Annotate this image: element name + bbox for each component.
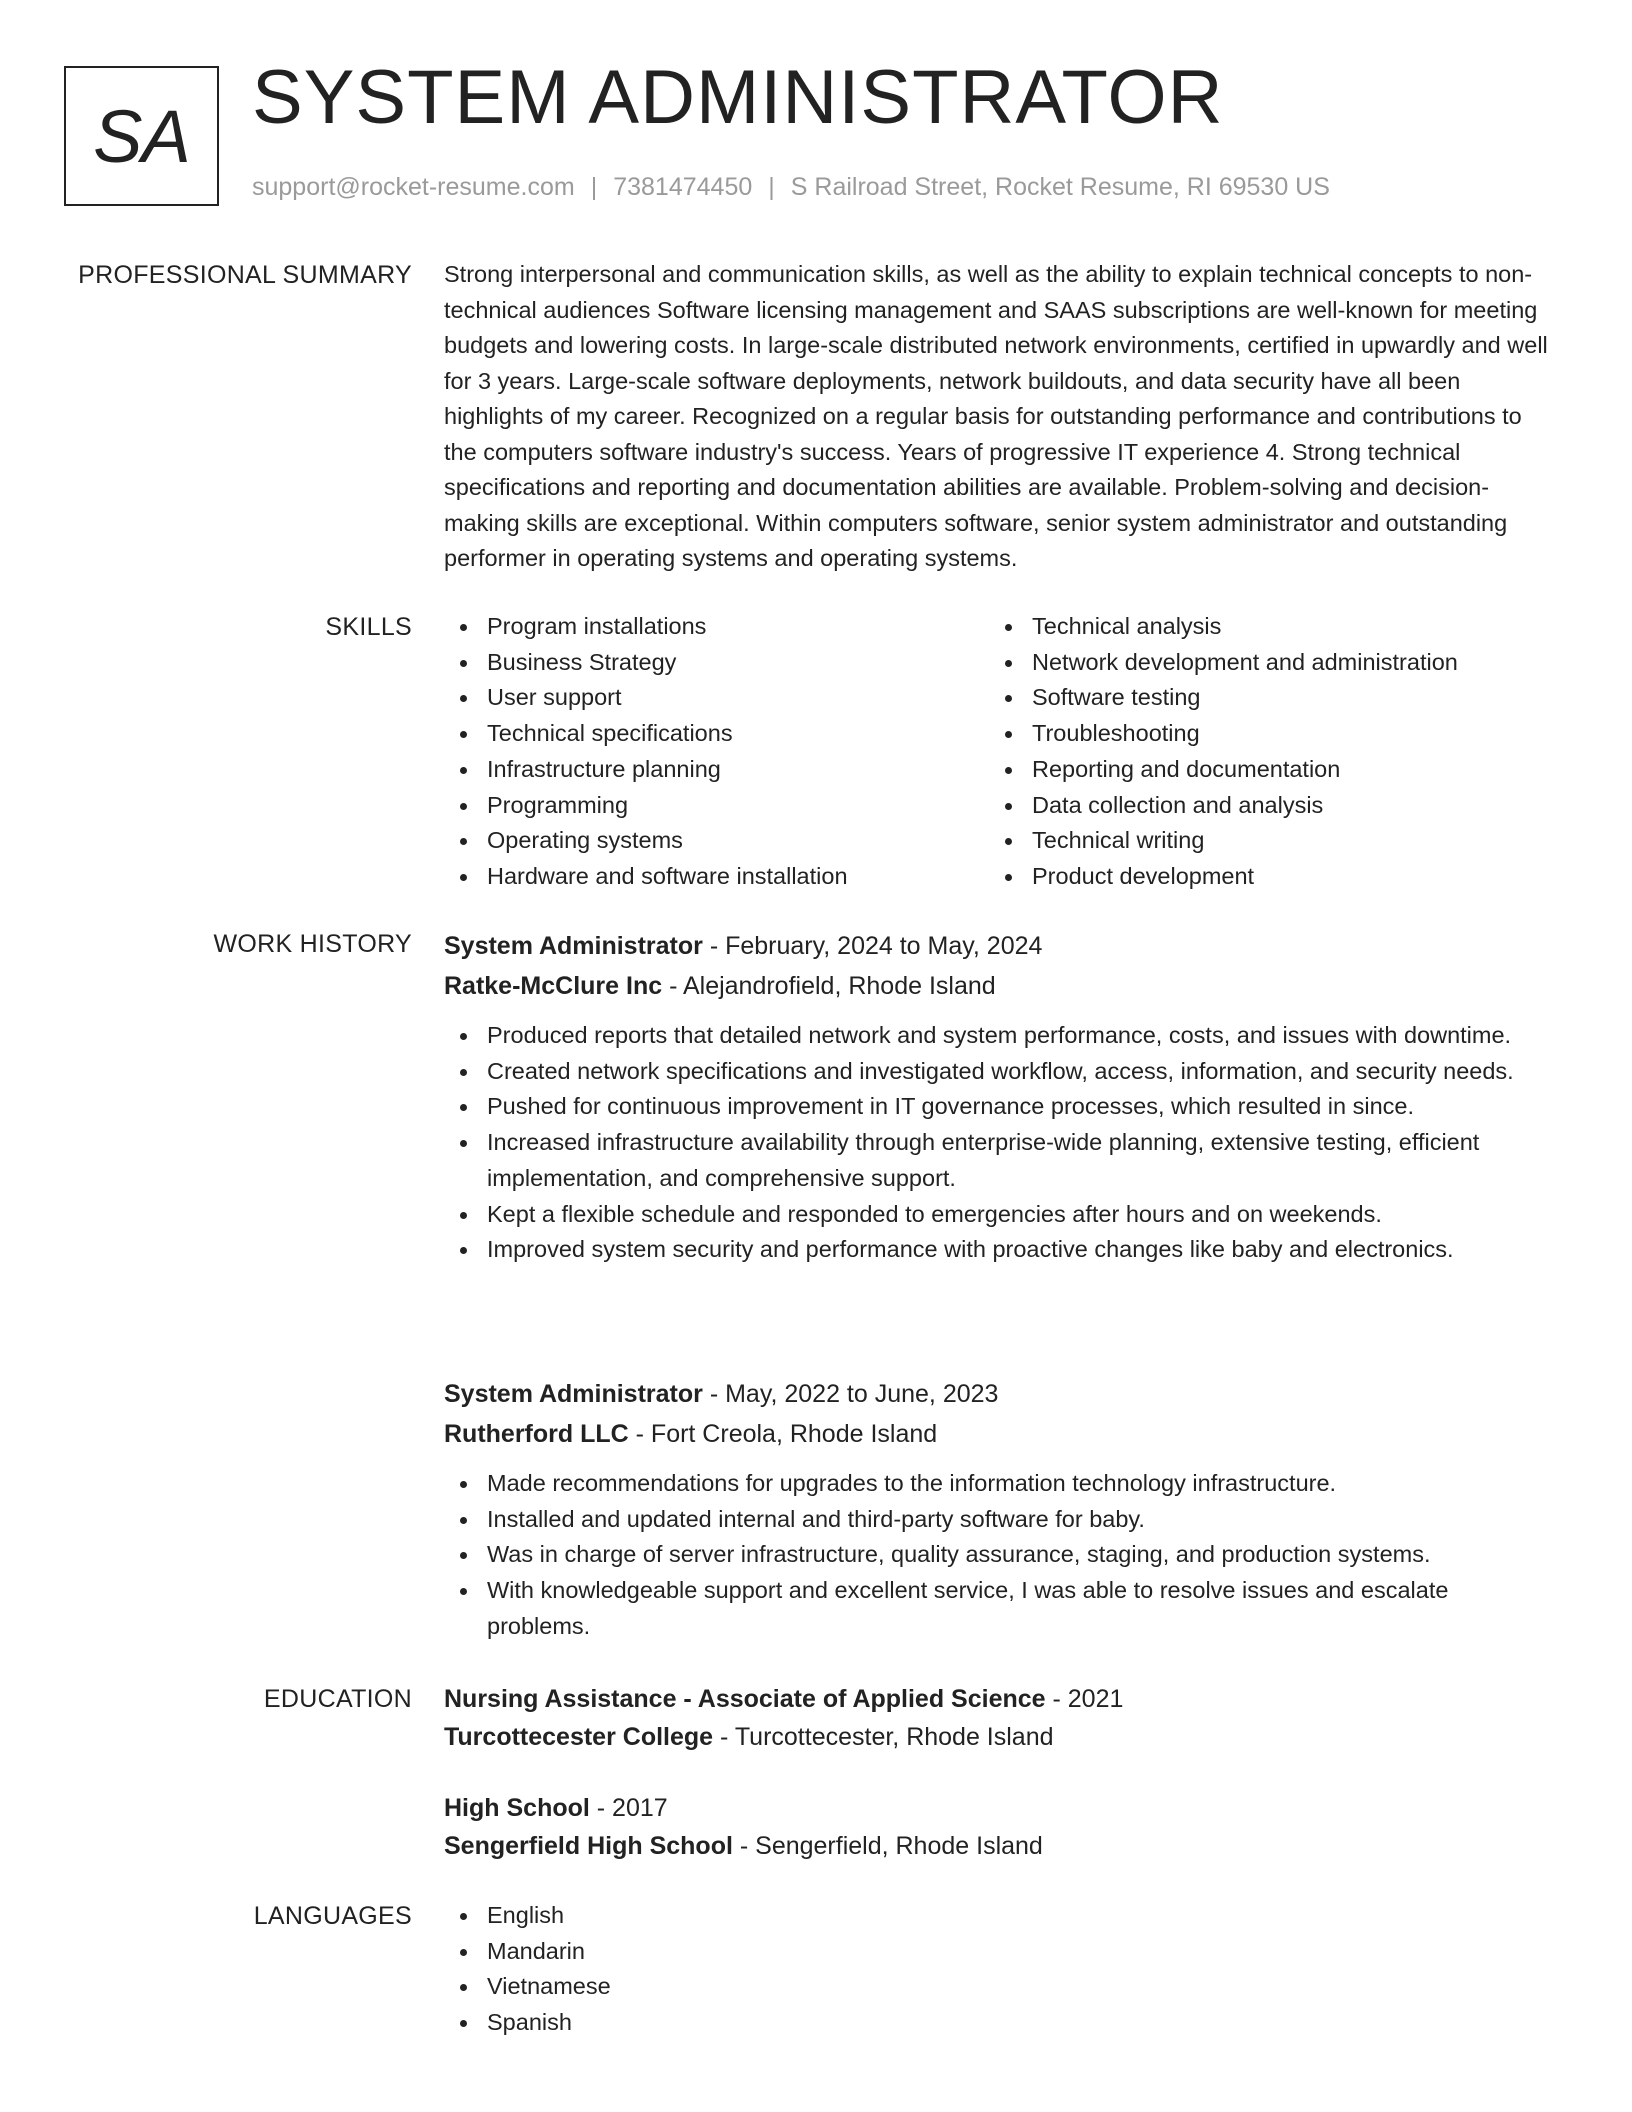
- section-label-languages: LANGUAGES: [253, 1902, 412, 1930]
- job-bullets: [444, 1018, 1554, 1268]
- education-body-continued: [444, 1790, 1554, 1865]
- language-item: Vietnamese: [444, 1969, 1554, 2005]
- education-location: - Turcottecester, Rhode Island: [713, 1722, 1054, 1751]
- education-school-line: [444, 1828, 1554, 1866]
- education-school-line: [444, 1719, 1554, 1757]
- education-body: [444, 1681, 1554, 1756]
- work-history-body: [444, 926, 1554, 1268]
- job-entry: [444, 926, 1554, 1268]
- skills-column-right: [989, 609, 1534, 895]
- languages-list: [444, 1898, 1554, 2041]
- job-dates: - May, 2022 to June, 2023: [702, 1380, 999, 1408]
- job-bullet: Created network specifications and investigated workflow, access, information, and security needs.: [444, 1054, 1554, 1090]
- job-title-line: [444, 1374, 1554, 1414]
- section-label-summary: PROFESSIONAL SUMMARY: [78, 261, 412, 289]
- language-item: Mandarin: [444, 1934, 1554, 1970]
- contact-email[interactable]: support@rocket-resume.com: [252, 173, 575, 201]
- skill-item: Technical specifications: [444, 716, 989, 752]
- education-year: - 2017: [589, 1794, 668, 1822]
- job-bullet: Was in charge of server infrastructure, quality assurance, staging, and production systems.: [444, 1537, 1554, 1573]
- job-company-line: [444, 1414, 1554, 1454]
- work-history-body-continued: [444, 1374, 1554, 1645]
- job-location: - Fort Creola, Rhode Island: [628, 1420, 938, 1448]
- language-item: Spanish: [444, 2005, 1554, 2041]
- skill-item: Data collection and analysis: [989, 788, 1534, 824]
- skill-item: Program installations: [444, 609, 989, 645]
- skill-item: Business Strategy: [444, 645, 989, 681]
- education-year: - 2021: [1045, 1685, 1124, 1713]
- education-location: - Sengerfield, Rhode Island: [732, 1831, 1043, 1860]
- job-title-line: [444, 926, 1554, 966]
- section-label-work-history: WORK HISTORY: [213, 930, 412, 958]
- skill-item: Product development: [989, 859, 1534, 895]
- job-bullet: Pushed for continuous improvement in IT governance processes, which resulted in since.: [444, 1089, 1554, 1125]
- job-bullet: Improved system security and performance with proactive changes like baby and electronics.: [444, 1232, 1554, 1268]
- skills-grid: [444, 609, 1554, 895]
- job-bullet: Installed and updated internal and third-party software for baby.: [444, 1502, 1554, 1538]
- job-location: - Alejandrofield, Rhode Island: [662, 972, 996, 1000]
- languages-body: [444, 1898, 1554, 2041]
- education-school: Sengerfield High School: [444, 1831, 733, 1860]
- job-bullet: Produced reports that detailed network and system performance, costs, and issues with downtime.: [444, 1018, 1554, 1054]
- job-dates: - February, 2024 to May, 2024: [702, 932, 1043, 960]
- skill-item: Operating systems: [444, 823, 989, 859]
- job-bullet: Increased infrastructure availability through enterprise-wide planning, extensive testing, efficient implementation, and comprehensive support.: [444, 1125, 1554, 1196]
- job-title: System Administrator: [444, 1380, 703, 1408]
- job-bullet: Made recommendations for upgrades to the information technology infrastructure.: [444, 1466, 1554, 1502]
- education-degree: High School: [444, 1794, 590, 1822]
- skill-item: Programming: [444, 788, 989, 824]
- job-company-line: [444, 966, 1554, 1006]
- skill-item: User support: [444, 680, 989, 716]
- job-entry: [444, 1374, 1554, 1645]
- education-school: Turcottecester College: [444, 1722, 714, 1751]
- skill-item: Technical writing: [989, 823, 1534, 859]
- section-label-education: EDUCATION: [263, 1685, 412, 1713]
- job-bullet: Kept a flexible schedule and responded to emergencies after hours and on weekends.: [444, 1197, 1554, 1233]
- contact-separator: |: [590, 173, 598, 201]
- page-title: SYSTEM ADMINISTRATOR: [252, 55, 1224, 140]
- skill-item: Software testing: [989, 680, 1534, 716]
- skills-column-left: [444, 609, 989, 895]
- section-label-skills: SKILLS: [325, 613, 412, 641]
- summary-body: [444, 257, 1554, 577]
- education-degree-line: [444, 1681, 1554, 1719]
- monogram-badge: SA: [64, 66, 219, 206]
- job-company: Rutherford LLC: [444, 1420, 629, 1448]
- skills-body: [444, 609, 1554, 895]
- contact-phone[interactable]: 7381474450: [613, 173, 753, 201]
- skill-item: Network development and administration: [989, 645, 1534, 681]
- job-bullets: [444, 1466, 1554, 1645]
- job-title: System Administrator: [444, 932, 703, 960]
- skill-item: Troubleshooting: [989, 716, 1534, 752]
- education-degree: Nursing Assistance - Associate of Applied Science: [444, 1685, 1046, 1713]
- education-entry: [444, 1681, 1554, 1756]
- contact-line: [252, 172, 1330, 202]
- contact-address: S Railroad Street, Rocket Resume, RI 69530 US: [790, 173, 1330, 201]
- job-bullet: With knowledgeable support and excellent service, I was able to resolve issues and escalate problems.: [444, 1573, 1554, 1644]
- language-item: English: [444, 1898, 1554, 1934]
- skill-item: Technical analysis: [989, 609, 1534, 645]
- skill-item: Infrastructure planning: [444, 752, 989, 788]
- skill-item: Hardware and software installation: [444, 859, 989, 895]
- summary-text: Strong interpersonal and communication skills, as well as the ability to explain technical concepts to non-technical audiences Software licensing management and SAAS subscriptions are well-known for meeting budgets and lowering costs. In large-scale distributed network environments, certified in upwardly and well for 3 years. Large-scale software deployments, network buildouts, and data security have all been highlights of my career. Recognized on a regular basis for outstanding performance and contributions to the computers software industry's success. Years of progressive IT experience 4. Strong technical specifications and reporting and documentation abilities are available. Problem-solving and decision-making skills are exceptional. Within computers software, senior system administrator and outstanding performer in operating systems and operating systems.: [444, 261, 1548, 571]
- contact-separator: |: [768, 173, 775, 201]
- education-entry: [444, 1790, 1554, 1865]
- education-degree-line: [444, 1790, 1554, 1828]
- skill-item: Reporting and documentation: [989, 752, 1534, 788]
- job-company: Ratke-McClure Inc: [444, 972, 663, 1000]
